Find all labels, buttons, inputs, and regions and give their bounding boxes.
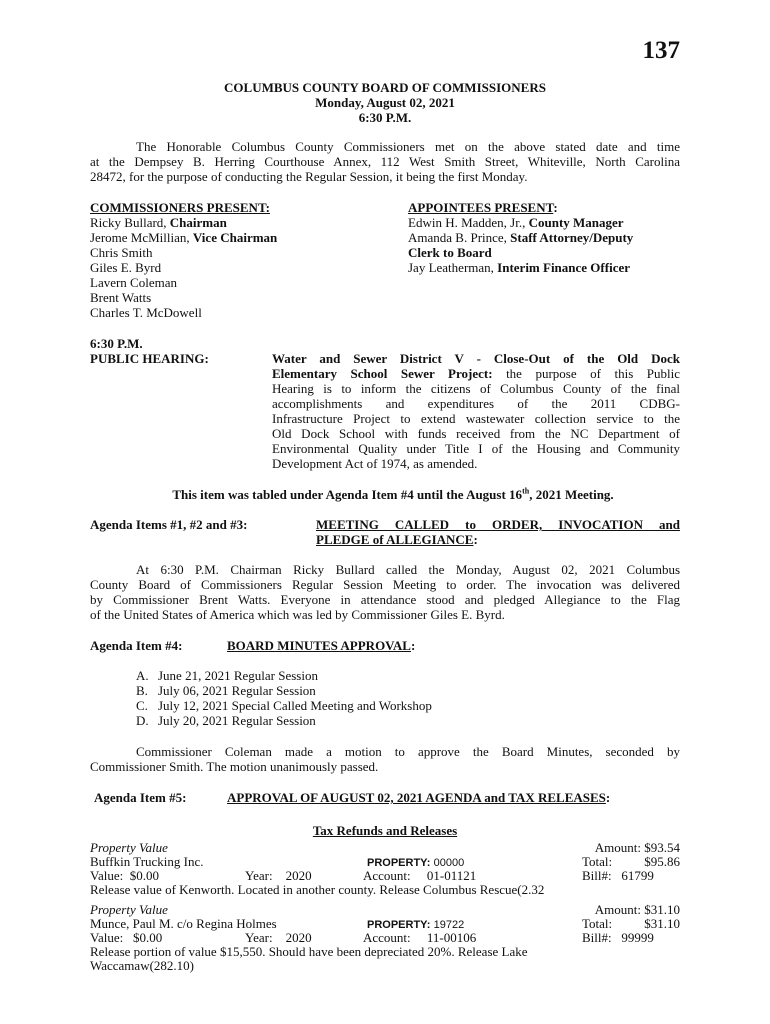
minutes-list bbox=[136, 668, 432, 728]
appointee-title: Clerk to Board bbox=[408, 245, 492, 260]
agenda-4-label: Agenda Item #4: bbox=[90, 638, 183, 653]
release-note: Release value of Kenworth. Located in another county. Release Columbus Rescue(2.32 bbox=[90, 882, 545, 897]
agenda-1-3-para: of the United States of America which was led by Commissioner Giles E. Byrd. bbox=[90, 607, 505, 622]
commissioner-name: Charles T. McDowell bbox=[90, 305, 202, 320]
commissioner-row bbox=[90, 215, 370, 230]
hearing-line: Hearing is to inform the citizens of Columbus County of the final bbox=[272, 381, 680, 396]
appointee-name: Amanda B. Prince, bbox=[408, 230, 511, 245]
motion-line-1: Commissioner Coleman made a motion to approve the Board Minutes, seconded by bbox=[136, 744, 680, 759]
hearing-line: Development Act of 1974, as amended. bbox=[272, 456, 478, 471]
hearing-line: Environmental Quality under Title I of the Housing and Community bbox=[272, 441, 680, 456]
release-property: PROPERTY: 00000 bbox=[367, 857, 465, 869]
release-total-label: Total: bbox=[582, 916, 613, 931]
appointee-row bbox=[408, 260, 680, 275]
release-account: Account: 01-01121 bbox=[363, 868, 477, 883]
intro-line-2: at the Dempsey B. Herring Courthouse Annex, 112 West Smith Street, Whiteville, North Carolina bbox=[90, 154, 680, 169]
hearing-line: Infrastructure Project to extend wastewater collection service to the bbox=[272, 411, 680, 426]
hearing-line: Old Dock School with funds received from the NC Department of bbox=[272, 426, 680, 441]
appointees-heading: APPOINTEES PRESENT: bbox=[408, 200, 558, 215]
release-account: Account: 11-00106 bbox=[363, 930, 477, 945]
meeting-time: 6:30 P.M. bbox=[358, 110, 412, 125]
hearing-line: accomplishments and expenditures of the 2011 CDBG- bbox=[272, 396, 680, 411]
release-note: Release portion of value $15,550. Should have been depreciated 20%. Release Lake bbox=[90, 944, 528, 959]
release-bill: Bill#: 61799 bbox=[582, 868, 654, 883]
commissioner-name: Lavern Coleman bbox=[90, 275, 177, 290]
release-value: Value: $0.00 bbox=[90, 930, 163, 945]
motion-line-2: Commissioner Smith. The motion unanimously passed. bbox=[90, 759, 379, 774]
intro-line-3: 28472, for the purpose of conducting the Regular Session, it being the first Monday. bbox=[90, 169, 528, 184]
appointees-section bbox=[408, 200, 680, 275]
appointee-title: County Manager bbox=[528, 215, 624, 230]
intro-line-1: The Honorable Columbus County Commissioners met on the above stated date and time bbox=[136, 139, 680, 154]
release-name: Munce, Paul M. c/o Regina Holmes bbox=[90, 916, 277, 931]
page-number: 137 bbox=[642, 37, 680, 64]
commissioner-row bbox=[90, 260, 370, 275]
hearing-time: 6:30 P.M. bbox=[90, 336, 143, 351]
commissioners-heading: COMMISSIONERS PRESENT: bbox=[90, 200, 270, 215]
commissioner-name: Jerome McMillian, bbox=[90, 230, 193, 245]
commissioner-row bbox=[90, 230, 370, 245]
appointee-title: Interim Finance Officer bbox=[497, 260, 630, 275]
commissioner-row bbox=[90, 290, 370, 305]
commissioner-row bbox=[90, 275, 370, 290]
release-name: Buffkin Trucking Inc. bbox=[90, 854, 204, 869]
release-amount: Amount: $31.10 bbox=[594, 902, 680, 917]
release-type: Property Value bbox=[90, 840, 168, 855]
meeting-date: Monday, August 02, 2021 bbox=[315, 95, 455, 110]
board-title: COLUMBUS COUNTY BOARD OF COMMISSIONERS bbox=[224, 80, 546, 95]
commissioner-name: Giles E. Byrd bbox=[90, 260, 162, 275]
commissioner-row bbox=[90, 305, 370, 320]
commissioner-title: Vice Chairman bbox=[192, 230, 278, 245]
agenda-5-label: Agenda Item #5: bbox=[94, 790, 187, 805]
agenda-1-3-title: MEETING CALLED to ORDER, INVOCATION and bbox=[316, 517, 680, 532]
release-year: Year: 2020 bbox=[245, 930, 312, 945]
appointee-row bbox=[408, 230, 680, 245]
tabled-note: This item was tabled under Agenda Item #4 until the August 16th, 2021 Meeting. bbox=[172, 486, 614, 502]
release-bill: Bill#: 99999 bbox=[582, 930, 654, 945]
commissioner-name: Ricky Bullard, bbox=[90, 215, 170, 230]
release-type: Property Value bbox=[90, 902, 168, 917]
release-amount: Amount: $93.54 bbox=[594, 840, 680, 855]
agenda-1-3-para: by Commissioner Brent Watts. Everyone in attendance stood and pledged Allegiance to the Flag bbox=[90, 592, 680, 607]
release-total-label: Total: bbox=[582, 854, 613, 869]
agenda-1-3-title-2: PLEDGE of ALLEGIANCE: bbox=[316, 532, 478, 547]
commissioner-name: Brent Watts bbox=[90, 290, 152, 305]
agenda-1-3-para: County Board of Commissioners Regular Session Meeting to order. The invocation was delivered bbox=[90, 577, 680, 592]
agenda-5-title: APPROVAL OF AUGUST 02, 2021 AGENDA and TAX RELEASES: bbox=[227, 790, 611, 805]
commissioner-name: Chris Smith bbox=[90, 245, 153, 260]
list-item: C. July 12, 2021 Special Called Meeting and Workshop bbox=[136, 698, 432, 713]
appointee-row bbox=[408, 245, 680, 260]
list-item: D. July 20, 2021 Regular Session bbox=[136, 713, 316, 728]
appointee-name: Edwin H. Madden, Jr., bbox=[408, 215, 529, 230]
release-value: Value: $0.00 bbox=[90, 868, 159, 883]
appointee-title: Staff Attorney/Deputy bbox=[510, 230, 634, 245]
commissioner-title: Chairman bbox=[169, 215, 227, 230]
release-property: PROPERTY: 19722 bbox=[367, 919, 465, 931]
release-year: Year: 2020 bbox=[245, 868, 312, 883]
commissioner-row bbox=[90, 245, 370, 260]
release-total: $95.86 bbox=[644, 854, 680, 869]
list-item: B. July 06, 2021 Regular Session bbox=[136, 683, 316, 698]
tax-refunds-heading: Tax Refunds and Releases bbox=[312, 823, 458, 838]
agenda-4-title: BOARD MINUTES APPROVAL: bbox=[227, 638, 416, 653]
agenda-1-3-para: At 6:30 P.M. Chairman Ricky Bullard called the Monday, August 02, 2021 Columbus bbox=[136, 562, 680, 577]
release-note-cont: Waccamaw(282.10) bbox=[90, 958, 194, 973]
agenda-1-3-label: Agenda Items #1, #2 and #3: bbox=[90, 517, 248, 532]
appointee-name: Jay Leatherman, bbox=[408, 260, 498, 275]
hearing-line: Elementary School Sewer Project: the purpose of this Public bbox=[272, 366, 680, 381]
commissioners-section bbox=[90, 200, 370, 320]
appointee-row bbox=[408, 215, 680, 230]
release-total: $31.10 bbox=[644, 916, 680, 931]
public-hearing-label: PUBLIC HEARING: bbox=[90, 351, 209, 366]
hearing-title: Water and Sewer District V - Close-Out of the Old Dock bbox=[272, 351, 680, 366]
list-item: A. June 21, 2021 Regular Session bbox=[136, 668, 318, 683]
